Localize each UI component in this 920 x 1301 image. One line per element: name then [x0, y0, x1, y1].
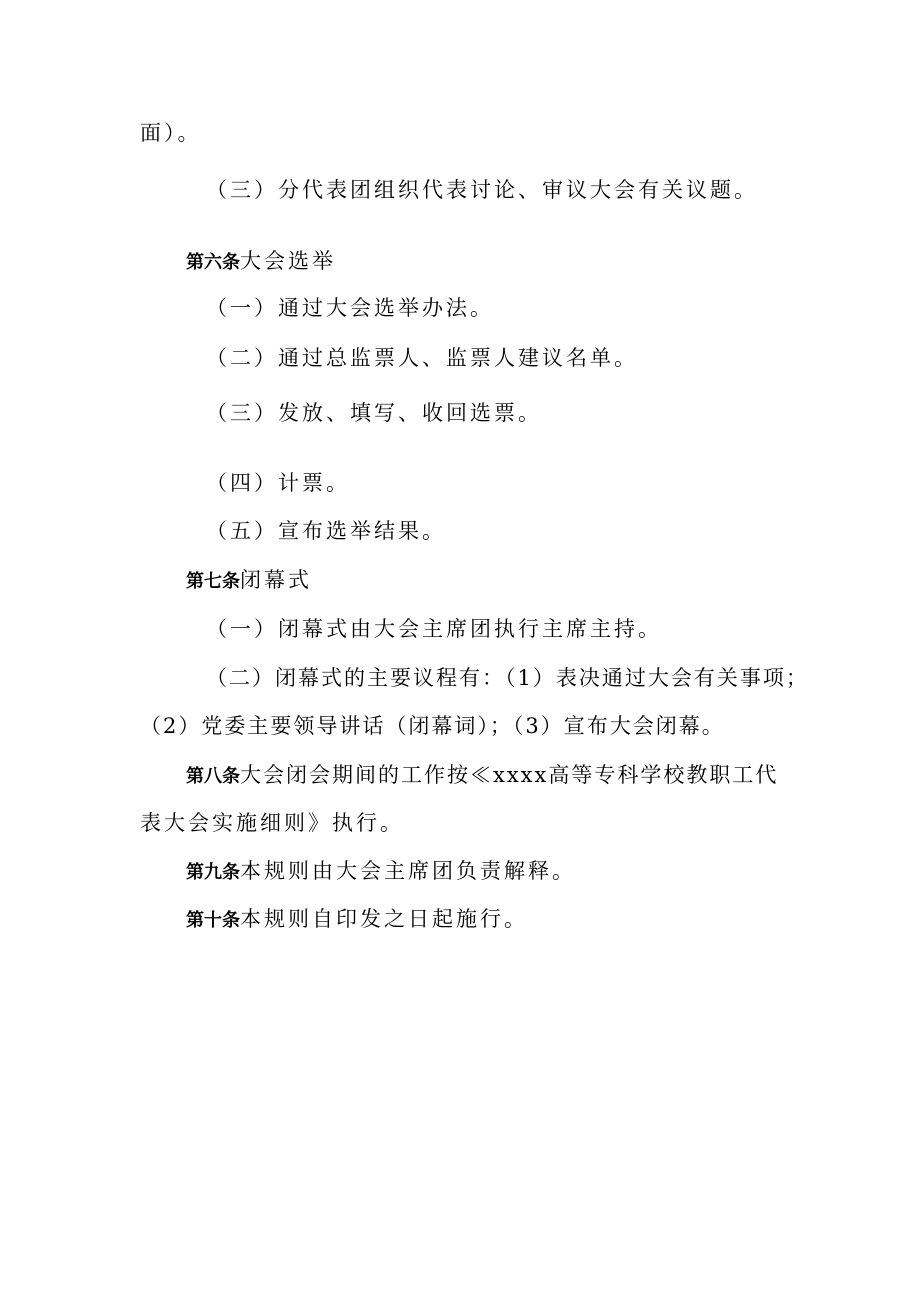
text-line: 表大会实施细则》执行。	[140, 811, 404, 835]
article-8	[186, 760, 778, 792]
text-line: （三）发放、填写、收回选票。	[206, 401, 542, 425]
article-text: 本规则由大会主席团负责解释。	[240, 859, 576, 883]
article-number: 第八条	[186, 766, 240, 787]
article-text: 本规则自印发之日起施行。	[240, 907, 528, 931]
text-line: （四）计票。	[206, 471, 350, 495]
article-text: 大会闭会期间的工作按≪xxxx高等专科学校教职工代	[240, 763, 779, 787]
text-line: （五）宣布选举结果。	[206, 519, 446, 543]
text-line: （一）通过大会选举办法。	[206, 296, 494, 320]
text-line: （二）闭幕式的主要议程有：（1）表决通过大会有关事项；	[206, 666, 809, 690]
article-number: 第九条	[186, 862, 240, 883]
text-line: （二）通过总监票人、监票人建议名单。	[206, 346, 638, 370]
article-title: 闭幕式	[240, 568, 312, 592]
article-title: 大会选举	[240, 249, 336, 273]
text-line: （2）党委主要领导讲话（闭幕词）；（3）宣布大会闭幕。	[140, 714, 725, 738]
article-7	[186, 565, 312, 597]
article-9	[186, 856, 576, 888]
text-line: 面）。	[140, 121, 202, 145]
article-6	[186, 246, 336, 278]
article-number: 第六条	[186, 252, 240, 273]
article-10	[186, 904, 528, 936]
article-number: 第七条	[186, 571, 240, 592]
text-line: （一）闭幕式由大会主席团执行主席主持。	[206, 617, 662, 641]
article-number: 第十条	[186, 910, 240, 931]
text-line: （三）分代表团组织代表讨论、审议大会有关议题。	[206, 178, 758, 202]
